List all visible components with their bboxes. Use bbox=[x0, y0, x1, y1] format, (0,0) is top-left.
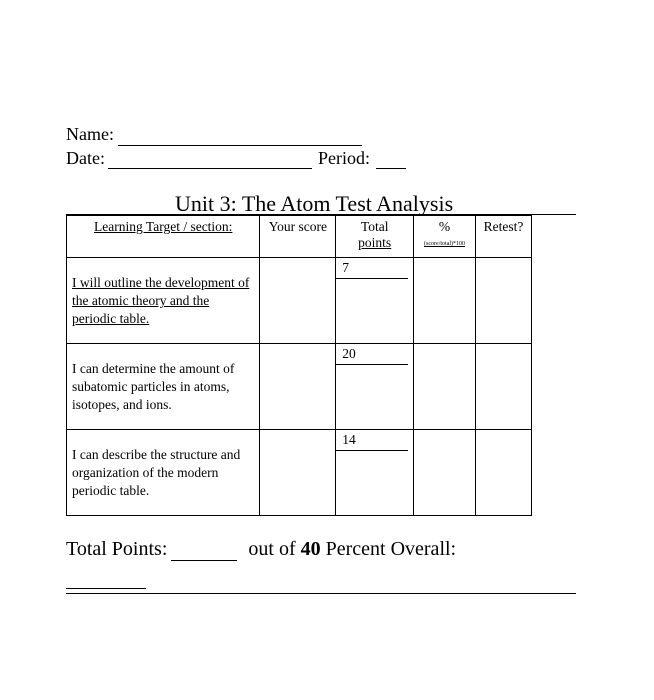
col-header-target bbox=[67, 216, 260, 258]
name-field[interactable] bbox=[118, 145, 362, 146]
score-cell[interactable] bbox=[260, 430, 336, 516]
retest-cell[interactable] bbox=[476, 344, 532, 430]
period-field[interactable] bbox=[376, 168, 406, 169]
points-cell bbox=[336, 430, 414, 516]
date-field[interactable] bbox=[108, 168, 312, 169]
col-header-total bbox=[336, 216, 414, 258]
col-header-percent bbox=[414, 216, 476, 258]
table-row bbox=[67, 430, 532, 516]
percent-overall-label: Percent Overall: bbox=[325, 538, 457, 560]
bottom-rule bbox=[66, 593, 576, 594]
out-of-label: out of bbox=[248, 538, 296, 560]
analysis-table bbox=[66, 215, 532, 516]
points-value: 20 bbox=[342, 346, 356, 361]
period-label: Period: bbox=[318, 148, 370, 168]
retest-cell[interactable] bbox=[476, 430, 532, 516]
target-text: I can describe the structure and organization of the modern periodic table. bbox=[72, 447, 241, 498]
points-value: 7 bbox=[342, 260, 350, 275]
total-points-label: Total Points: bbox=[66, 538, 168, 560]
retest-cell[interactable] bbox=[476, 258, 532, 344]
table-row bbox=[67, 258, 532, 344]
target-text: I will outline the development of the atomic theory and the periodic table. bbox=[72, 275, 250, 326]
percent-overall-field[interactable] bbox=[66, 588, 146, 589]
score-cell[interactable] bbox=[260, 258, 336, 344]
page-title: Unit 3: The Atom Test Analysis bbox=[175, 191, 454, 216]
percent-cell[interactable] bbox=[414, 258, 476, 344]
score-cell[interactable] bbox=[260, 344, 336, 430]
col-total-label-line1: Total bbox=[360, 219, 389, 234]
out-of-value: 40 bbox=[300, 538, 321, 560]
percent-cell[interactable] bbox=[414, 430, 476, 516]
col-score-label: Your score bbox=[268, 219, 328, 234]
col-retest-label: Retest? bbox=[483, 219, 524, 234]
col-total-label-line2: points bbox=[358, 235, 392, 250]
total-points-field[interactable] bbox=[171, 540, 237, 561]
target-cell bbox=[67, 258, 260, 344]
date-label: Date: bbox=[66, 148, 105, 168]
points-cell bbox=[336, 258, 414, 344]
col-header-score bbox=[260, 216, 336, 258]
col-percent-label: % bbox=[438, 219, 451, 234]
totals-line bbox=[66, 538, 456, 561]
col-header-retest bbox=[476, 216, 532, 258]
target-text: I can determine the amount of subatomic particles in atoms, isotopes, and ions. bbox=[72, 361, 235, 412]
target-cell bbox=[67, 344, 260, 430]
name-label: Name: bbox=[66, 124, 114, 144]
target-cell bbox=[67, 430, 260, 516]
percent-cell[interactable] bbox=[414, 344, 476, 430]
table-header-row bbox=[67, 216, 532, 258]
points-value: 14 bbox=[342, 432, 356, 447]
table-row bbox=[67, 344, 532, 430]
points-cell bbox=[336, 344, 414, 430]
col-target-label: Learning Target / section: bbox=[94, 219, 233, 234]
col-percent-formula: (score/total)*100 bbox=[424, 241, 466, 247]
